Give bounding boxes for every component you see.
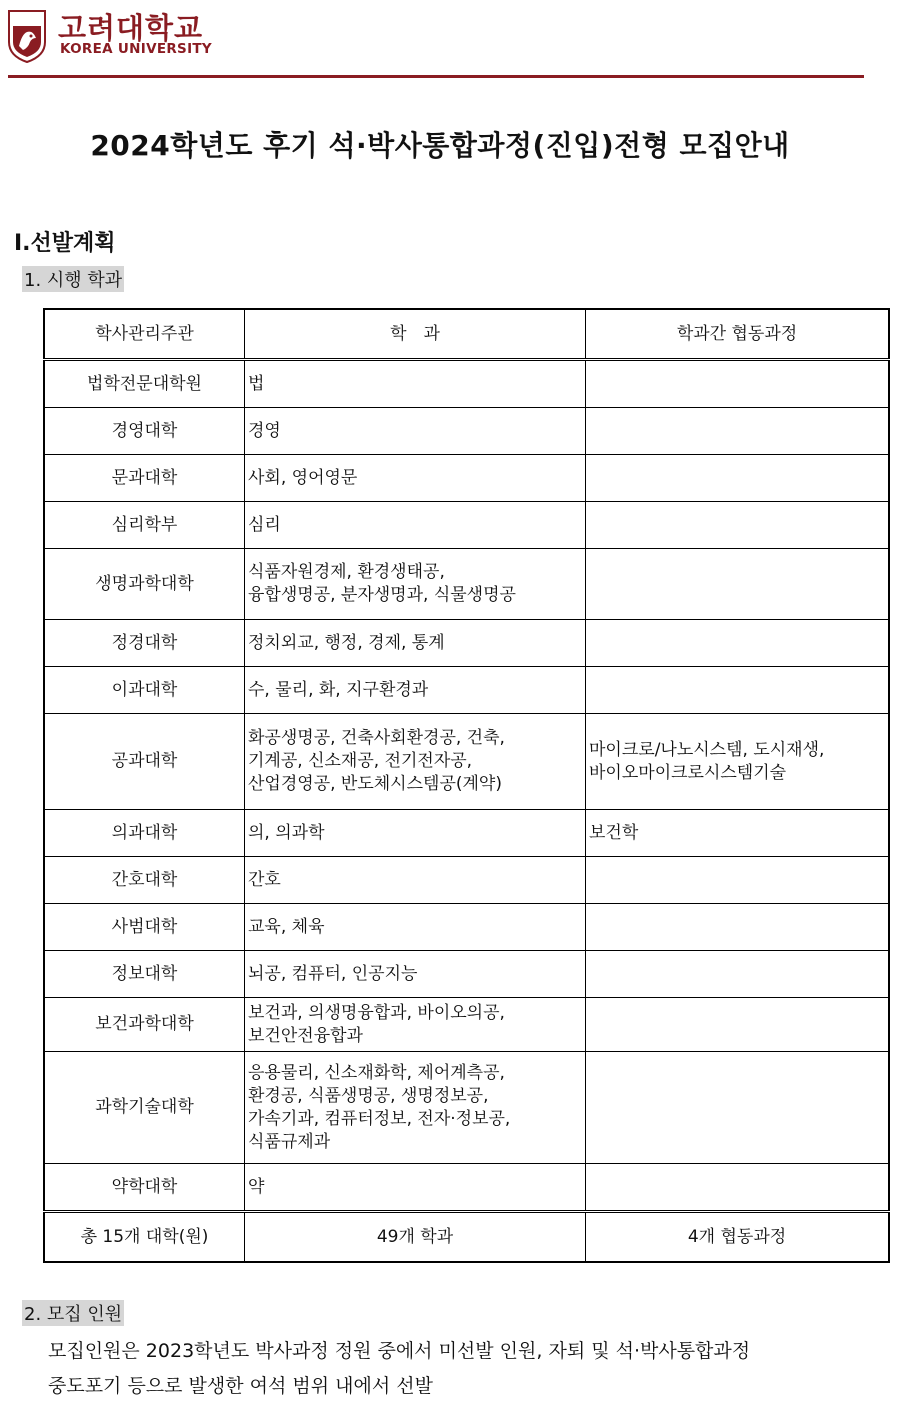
total-cell: 4개 협동과정 xyxy=(586,1212,890,1263)
header-divider xyxy=(8,75,864,78)
description-line: 중도포기 등으로 발생한 여석 범위 내에서 선발 xyxy=(48,1375,433,1397)
department-cell-line: 심리 xyxy=(248,514,281,535)
cooperative-program-cell xyxy=(586,810,890,857)
department-cell-line: 화공생명공, 건축사회환경공, 건축, xyxy=(248,728,505,748)
total-cell: 총 15개 대학(원) xyxy=(44,1212,245,1263)
table-row xyxy=(44,998,889,1052)
department-cell-line: 융합생명공, 분자생명과, 식물생명공 xyxy=(248,585,516,605)
department-cell xyxy=(245,455,586,502)
department-cell xyxy=(245,904,586,951)
table-row xyxy=(44,1164,889,1212)
college-cell: 심리학부 xyxy=(44,502,245,549)
department-cell xyxy=(245,502,586,549)
table-row xyxy=(44,857,889,904)
table-row xyxy=(44,502,889,549)
description-line: 모집인원은 2023학년도 박사과정 정원 중에서 미선발 인원, 자퇴 및 석·박사통합과정 xyxy=(48,1340,751,1362)
department-cell-line: 응용물리, 신소재화학, 제어계측공, xyxy=(248,1062,505,1083)
table-row xyxy=(44,904,889,951)
department-cell-line: 기계공, 신소재공, 전기전자공, xyxy=(248,751,473,771)
department-cell-line: 보건과, 의생명융합과, 바이오의공, xyxy=(248,1002,505,1023)
cooperative-program-cell xyxy=(586,714,890,810)
cooperative-program-cell xyxy=(586,455,890,502)
cooperative-program-cell xyxy=(586,1052,890,1164)
department-cell-line: 간호 xyxy=(248,869,281,890)
department-cell-line: 뇌공, 컴퓨터, 인공지능 xyxy=(248,963,418,984)
department-cell xyxy=(245,549,586,620)
department-cell-line: 수, 물리, 화, 지구환경과 xyxy=(248,679,429,700)
college-cell: 공과대학 xyxy=(44,714,245,810)
college-cell: 보건과학대학 xyxy=(44,998,245,1052)
cooperative-program-cell xyxy=(586,998,890,1052)
cooperative-program-cell-line: 보건학 xyxy=(589,822,639,843)
cooperative-program-cell xyxy=(586,857,890,904)
department-table xyxy=(43,308,890,1263)
korea-university-seal-icon xyxy=(6,8,48,64)
college-cell: 간호대학 xyxy=(44,857,245,904)
college-cell: 정경대학 xyxy=(44,620,245,667)
department-cell xyxy=(245,714,586,810)
college-cell: 생명과학대학 xyxy=(44,549,245,620)
table-row xyxy=(44,549,889,620)
subheading-recruitment: 2. 모집 인원 xyxy=(22,1300,124,1326)
college-cell: 사범대학 xyxy=(44,904,245,951)
subheading-departments: 1. 시행 학과 xyxy=(22,266,124,292)
department-cell-line: 약 xyxy=(248,1176,265,1197)
table-row xyxy=(44,714,889,810)
department-cell-line: 의, 의과학 xyxy=(248,822,325,843)
department-cell xyxy=(245,620,586,667)
college-cell: 문과대학 xyxy=(44,455,245,502)
department-cell-line: 식품규제과 xyxy=(248,1131,331,1152)
table-header-cell: 학과간 협동과정 xyxy=(586,309,890,360)
department-cell-line: 법 xyxy=(248,373,265,394)
page-title: 2024학년도 후기 석·박사통합과정(진입)전형 모집안내 xyxy=(90,129,790,162)
cooperative-program-cell xyxy=(586,1164,890,1212)
logo-english: KOREA UNIVERSITY xyxy=(60,41,212,57)
department-cell xyxy=(245,408,586,455)
table-row xyxy=(44,1052,889,1164)
table-header-cell: 학 과 xyxy=(245,309,586,360)
college-cell: 의과대학 xyxy=(44,810,245,857)
department-cell xyxy=(245,998,586,1052)
college-cell: 법학전문대학원 xyxy=(44,360,245,408)
department-cell-line: 식품자원경제, 환경생태공, xyxy=(248,562,445,582)
recruitment-description xyxy=(48,1334,888,1404)
department-cell-line: 가속기과, 컴퓨터정보, 전자·정보공, xyxy=(248,1108,511,1129)
logo-korean: 고려대학교 xyxy=(58,11,204,45)
college-cell: 이과대학 xyxy=(44,667,245,714)
table-row xyxy=(44,810,889,857)
department-cell-line: 보건안전융합과 xyxy=(248,1025,363,1046)
total-cell: 49개 학과 xyxy=(245,1212,586,1263)
table-row xyxy=(44,455,889,502)
cooperative-program-cell xyxy=(586,667,890,714)
department-cell-line: 사회, 영어영문 xyxy=(248,467,358,488)
table-row xyxy=(44,667,889,714)
department-cell xyxy=(245,857,586,904)
table-header-row xyxy=(44,309,889,360)
table-row xyxy=(44,360,889,408)
cooperative-program-cell xyxy=(586,951,890,998)
cooperative-program-cell xyxy=(586,360,890,408)
cooperative-program-cell xyxy=(586,620,890,667)
department-cell xyxy=(245,951,586,998)
cooperative-program-cell-line: 마이크로/나노시스템, 도시재생, xyxy=(589,739,825,760)
department-cell xyxy=(245,1164,586,1212)
cooperative-program-cell xyxy=(586,549,890,620)
table-row xyxy=(44,408,889,455)
department-cell-line: 경영 xyxy=(248,420,281,441)
cooperative-program-cell xyxy=(586,904,890,951)
university-header xyxy=(6,6,866,80)
department-cell-line: 환경공, 식품생명공, 생명정보공, xyxy=(248,1085,489,1106)
college-cell: 경영대학 xyxy=(44,408,245,455)
table-total-row xyxy=(44,1212,889,1263)
department-cell-line: 정치외교, 행정, 경제, 통계 xyxy=(248,632,445,653)
cooperative-program-cell-line: 바이오마이크로시스템기술 xyxy=(589,762,787,783)
department-cell xyxy=(245,667,586,714)
section-heading-selection-plan: Ⅰ.선발계획 xyxy=(14,231,116,256)
cooperative-program-cell xyxy=(586,408,890,455)
college-cell: 약학대학 xyxy=(44,1164,245,1212)
department-cell xyxy=(245,360,586,408)
college-cell: 정보대학 xyxy=(44,951,245,998)
table-row xyxy=(44,620,889,667)
department-cell-line: 교육, 체육 xyxy=(248,916,325,937)
department-cell xyxy=(245,810,586,857)
department-cell-line: 산업경영공, 반도체시스템공(계약) xyxy=(248,774,502,794)
table-header-cell: 학사관리주관 xyxy=(44,309,245,360)
cooperative-program-cell xyxy=(586,502,890,549)
college-cell: 과학기술대학 xyxy=(44,1052,245,1164)
department-cell xyxy=(245,1052,586,1164)
table-row xyxy=(44,951,889,998)
